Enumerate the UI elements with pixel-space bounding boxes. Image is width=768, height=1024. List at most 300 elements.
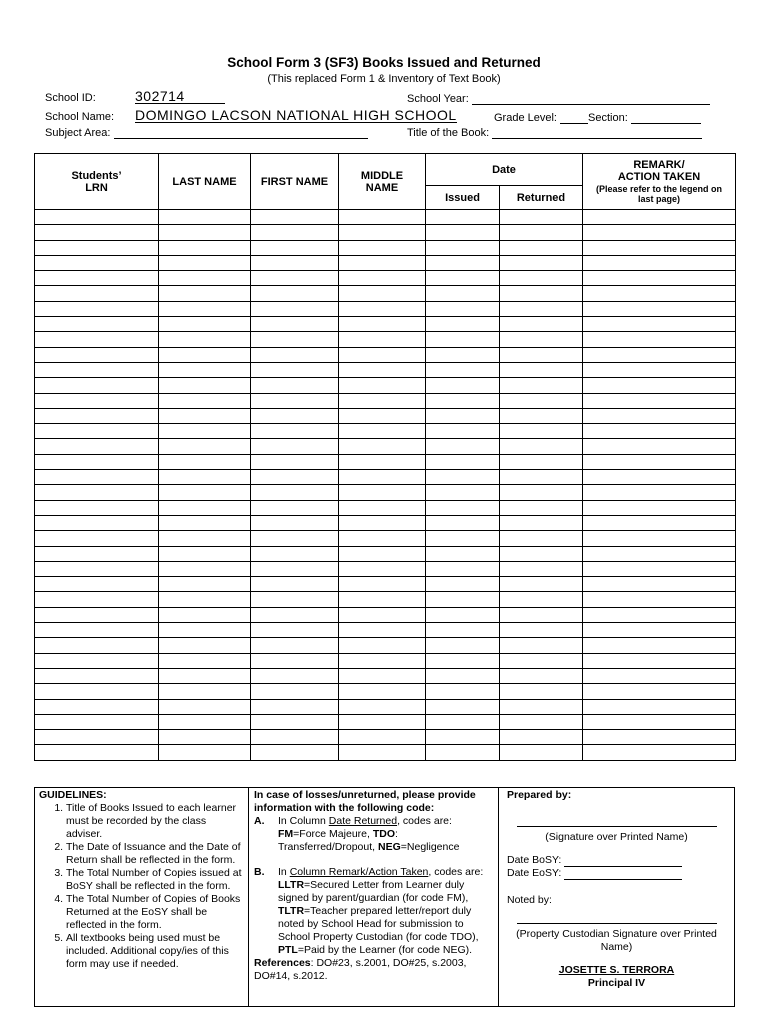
table-cell[interactable] [339,454,426,469]
table-cell[interactable] [35,470,159,485]
table-cell[interactable] [500,408,583,423]
table-cell[interactable] [339,500,426,515]
table-cell[interactable] [500,699,583,714]
table-cell[interactable] [426,424,500,439]
table-cell[interactable] [426,485,500,500]
table-cell[interactable] [35,454,159,469]
table-cell[interactable] [251,531,339,546]
table-cell[interactable] [159,271,251,286]
table-cell[interactable] [251,623,339,638]
table-cell[interactable] [583,271,736,286]
table-row [35,439,736,454]
table-cell[interactable] [159,347,251,362]
issued-header: Issued [426,186,500,210]
table-cell[interactable] [159,638,251,653]
table-cell[interactable] [35,286,159,301]
table-cell[interactable] [35,515,159,530]
table-cell[interactable] [159,531,251,546]
table-row [35,577,736,592]
table-cell[interactable] [500,301,583,316]
table-row [35,623,736,638]
table-cell[interactable] [583,684,736,699]
references-text: : DO#23, s.2001, DO#25, s.2003, DO#14, s.2012. [254,957,467,982]
table-cell[interactable] [426,561,500,576]
guidelines-column [35,788,249,1006]
table-cell[interactable] [583,378,736,393]
table-cell[interactable] [583,668,736,683]
table-cell[interactable] [251,255,339,270]
table-cell[interactable] [35,378,159,393]
table-cell[interactable] [583,592,736,607]
table-cell[interactable] [159,653,251,668]
table-cell[interactable] [500,255,583,270]
table-cell[interactable] [583,439,736,454]
table-cell[interactable] [35,439,159,454]
table-cell[interactable] [339,271,426,286]
table-cell[interactable] [500,240,583,255]
table-cell[interactable] [583,623,736,638]
table-cell[interactable] [583,515,736,530]
table-cell[interactable] [339,546,426,561]
table-cell[interactable] [583,210,736,225]
table-cell[interactable] [339,730,426,745]
table-cell[interactable] [500,317,583,332]
guideline-item: 4. The Total Number of Copies of Books Returned at the EoSY shall be reflected in the form. [66,893,244,932]
table-row [35,515,736,530]
code-tltr: TLTR [278,905,305,917]
table-cell[interactable] [583,485,736,500]
table-cell[interactable] [583,317,736,332]
table-cell[interactable] [35,653,159,668]
remark-note: (Please refer to the legend on last page) [595,183,723,204]
grade-level-field [494,111,701,124]
table-cell[interactable] [159,210,251,225]
table-cell[interactable] [251,301,339,316]
table-cell[interactable] [500,684,583,699]
table-cell[interactable] [339,592,426,607]
table-cell[interactable] [159,699,251,714]
table-cell[interactable] [251,485,339,500]
table-cell[interactable] [251,424,339,439]
table-cell[interactable] [426,668,500,683]
table-cell[interactable] [251,454,339,469]
table-cell[interactable] [583,546,736,561]
table-cell[interactable] [426,699,500,714]
section-line[interactable] [631,111,701,124]
book-title-label: Title of the Book: [407,127,490,139]
table-cell[interactable] [500,714,583,729]
table-cell[interactable] [500,531,583,546]
table-cell[interactable] [583,699,736,714]
table-cell[interactable] [159,362,251,377]
table-cell[interactable] [251,592,339,607]
table-cell[interactable] [339,577,426,592]
table-cell[interactable] [426,317,500,332]
code-tdo: TDO [372,828,396,840]
table-cell[interactable] [500,347,583,362]
table-cell[interactable] [159,301,251,316]
table-cell[interactable] [426,730,500,745]
table-cell[interactable] [339,255,426,270]
table-cell[interactable] [426,362,500,377]
table-cell[interactable] [159,470,251,485]
table-cell[interactable] [159,714,251,729]
table-cell[interactable] [583,240,736,255]
table-cell[interactable] [500,745,583,760]
table-cell[interactable] [35,577,159,592]
table-cell[interactable] [500,607,583,622]
table-cell[interactable] [35,714,159,729]
table-cell[interactable] [500,638,583,653]
table-cell[interactable] [251,638,339,653]
table-cell[interactable] [339,668,426,683]
table-cell[interactable] [426,439,500,454]
table-cell[interactable] [500,546,583,561]
school-id-value[interactable]: 302714 [135,88,225,104]
table-cell[interactable] [339,607,426,622]
table-cell[interactable] [339,638,426,653]
table-cell[interactable] [583,408,736,423]
table-cell[interactable] [426,531,500,546]
table-cell[interactable] [426,240,500,255]
guideline-item: 2. The Date of Issuance and the Date of Return shall be reflected in the form. [66,841,244,867]
table-cell[interactable] [583,714,736,729]
table-cell[interactable] [339,714,426,729]
table-cell[interactable] [159,485,251,500]
table-cell[interactable] [159,607,251,622]
table-cell[interactable] [35,684,159,699]
table-cell[interactable] [35,347,159,362]
codes-b-post: , codes are: [428,866,484,878]
table-cell[interactable] [35,255,159,270]
table-cell[interactable] [159,546,251,561]
table-cell[interactable] [583,332,736,347]
table-row [35,454,736,469]
table-cell[interactable] [339,408,426,423]
table-cell[interactable] [339,699,426,714]
table-cell[interactable] [35,317,159,332]
table-cell[interactable] [35,730,159,745]
table-cell[interactable] [426,378,500,393]
table-cell[interactable] [339,745,426,760]
table-cell[interactable] [159,424,251,439]
custodian-name: JOSETTE S. TERRORA [558,964,675,976]
table-cell[interactable] [251,439,339,454]
table-cell[interactable] [500,378,583,393]
table-cell[interactable] [35,500,159,515]
table-cell[interactable] [35,271,159,286]
table-cell[interactable] [426,393,500,408]
table-cell[interactable] [500,424,583,439]
table-cell[interactable] [583,347,736,362]
code-lltr-text: =Secured Letter from Learner duly signed by parent/guardian (for code FM), [278,879,469,904]
table-cell[interactable] [251,684,339,699]
table-cell[interactable] [339,393,426,408]
table-cell[interactable] [159,332,251,347]
table-cell[interactable] [251,286,339,301]
table-cell[interactable] [583,225,736,240]
table-cell[interactable] [426,638,500,653]
table-cell[interactable] [35,607,159,622]
table-cell[interactable] [159,378,251,393]
table-cell[interactable] [251,225,339,240]
table-cell[interactable] [583,470,736,485]
table-cell[interactable] [426,255,500,270]
table-cell[interactable] [583,286,736,301]
table-cell[interactable] [500,439,583,454]
school-name-value[interactable]: DOMINGO LACSON NATIONAL HIGH SCHOOL [135,107,457,123]
table-cell[interactable] [426,500,500,515]
table-cell[interactable] [500,730,583,745]
table-cell[interactable] [426,577,500,592]
table-cell[interactable] [426,347,500,362]
table-cell[interactable] [339,210,426,225]
table-cell[interactable] [339,286,426,301]
table-cell[interactable] [159,240,251,255]
middle-name-header [339,154,426,210]
codes-column [249,788,499,1006]
table-cell[interactable] [35,546,159,561]
table-cell[interactable] [159,745,251,760]
table-cell[interactable] [583,638,736,653]
table-cell[interactable] [339,515,426,530]
table-cell[interactable] [251,362,339,377]
table-cell[interactable] [583,393,736,408]
table-cell[interactable] [339,424,426,439]
table-cell[interactable] [35,362,159,377]
table-cell[interactable] [426,684,500,699]
table-cell[interactable] [500,485,583,500]
table-row [35,240,736,255]
table-row [35,286,736,301]
codes-a-pre: In Column [278,815,326,827]
table-cell[interactable] [583,500,736,515]
table-cell[interactable] [583,607,736,622]
table-cell[interactable] [339,653,426,668]
table-cell[interactable] [500,577,583,592]
table-cell[interactable] [251,577,339,592]
table-cell[interactable] [159,408,251,423]
table-cell[interactable] [339,225,426,240]
table-cell[interactable] [251,271,339,286]
table-cell[interactable] [583,454,736,469]
table-cell[interactable] [339,485,426,500]
table-cell[interactable] [500,286,583,301]
table-cell[interactable] [583,730,736,745]
table-cell[interactable] [159,561,251,576]
table-cell[interactable] [583,745,736,760]
prepared-signature-line[interactable] [517,816,717,827]
table-cell[interactable] [159,623,251,638]
table-cell[interactable] [339,531,426,546]
table-cell[interactable] [426,271,500,286]
table-cell[interactable] [35,592,159,607]
references [254,957,493,983]
table-cell[interactable] [251,546,339,561]
table-cell[interactable] [159,577,251,592]
table-cell[interactable] [35,668,159,683]
table-cell[interactable] [339,362,426,377]
table-cell[interactable] [339,561,426,576]
table-cell[interactable] [159,454,251,469]
table-cell[interactable] [426,286,500,301]
table-cell[interactable] [426,301,500,316]
table-cell[interactable] [500,653,583,668]
table-cell[interactable] [583,255,736,270]
table-cell[interactable] [500,470,583,485]
table-cell[interactable] [339,240,426,255]
table-cell[interactable] [500,362,583,377]
table-cell[interactable] [583,424,736,439]
table-row [35,561,736,576]
table-cell[interactable] [339,684,426,699]
table-cell[interactable] [500,500,583,515]
table-cell[interactable] [339,470,426,485]
table-cell[interactable] [500,623,583,638]
table-cell[interactable] [251,699,339,714]
table-cell[interactable] [251,332,339,347]
date-bosy-line[interactable] [564,856,682,867]
table-cell[interactable] [251,714,339,729]
table-cell[interactable] [251,515,339,530]
codes-b-column: Column Remark/Action Taken [289,866,429,878]
table-cell[interactable] [500,210,583,225]
table-cell[interactable] [251,470,339,485]
table-cell[interactable] [159,439,251,454]
table-cell[interactable] [35,393,159,408]
code-fm: FM [278,828,294,840]
table-cell[interactable] [339,378,426,393]
subject-area-line[interactable] [114,126,368,139]
table-cell[interactable] [35,301,159,316]
table-cell[interactable] [339,317,426,332]
lrn-header-line1: Students’ [71,169,122,182]
table-cell[interactable] [426,592,500,607]
school-id-label: School ID: [45,92,96,104]
table-row [35,271,736,286]
table-cell[interactable] [500,393,583,408]
middle-name-line2: NAME [365,181,399,194]
table-cell[interactable] [339,623,426,638]
table-cell[interactable] [426,225,500,240]
custodian-signature-line[interactable] [517,913,717,924]
school-year-line[interactable] [472,92,710,105]
table-body [35,210,736,761]
table-cell[interactable] [583,653,736,668]
table-cell[interactable] [35,623,159,638]
date-eosy-line[interactable] [564,869,682,880]
table-cell[interactable] [251,378,339,393]
table-cell[interactable] [500,454,583,469]
table-cell[interactable] [251,500,339,515]
grade-level-line[interactable] [560,111,588,124]
table-cell[interactable] [583,577,736,592]
remark-header-line1: REMARK/ [633,158,685,171]
table-cell[interactable] [500,225,583,240]
table-cell[interactable] [35,408,159,423]
table-cell[interactable] [426,515,500,530]
table-cell[interactable] [251,317,339,332]
table-cell[interactable] [251,745,339,760]
references-label: References [254,957,311,969]
table-cell[interactable] [251,607,339,622]
table-cell[interactable] [35,240,159,255]
table-cell[interactable] [159,668,251,683]
table-cell[interactable] [500,515,583,530]
codes-a-column: Date Returned [328,815,398,827]
table-cell[interactable] [159,515,251,530]
table-cell[interactable] [339,332,426,347]
table-cell[interactable] [500,668,583,683]
table-cell[interactable] [35,225,159,240]
table-cell[interactable] [426,623,500,638]
table-cell[interactable] [500,561,583,576]
table-cell[interactable] [35,332,159,347]
table-cell[interactable] [426,653,500,668]
table-cell[interactable] [339,301,426,316]
table-cell[interactable] [339,347,426,362]
table-cell[interactable] [251,668,339,683]
table-cell[interactable] [159,500,251,515]
table-cell[interactable] [35,485,159,500]
table-cell[interactable] [159,286,251,301]
table-cell[interactable] [35,531,159,546]
table-cell[interactable] [159,730,251,745]
table-cell[interactable] [583,362,736,377]
table-cell[interactable] [251,408,339,423]
table-cell[interactable] [426,607,500,622]
table-cell[interactable] [159,393,251,408]
table-cell[interactable] [500,271,583,286]
table-cell[interactable] [35,561,159,576]
table-cell[interactable] [251,393,339,408]
table-cell[interactable] [159,317,251,332]
table-cell[interactable] [583,561,736,576]
table-cell[interactable] [159,592,251,607]
table-cell[interactable] [583,301,736,316]
table-cell[interactable] [426,332,500,347]
table-cell[interactable] [251,347,339,362]
table-cell[interactable] [35,210,159,225]
table-cell[interactable] [426,714,500,729]
table-cell[interactable] [426,470,500,485]
table-cell[interactable] [35,745,159,760]
table-cell[interactable] [500,332,583,347]
table-cell[interactable] [426,546,500,561]
table-cell[interactable] [251,561,339,576]
table-cell[interactable] [35,699,159,714]
book-title-line[interactable] [492,126,702,139]
table-cell[interactable] [426,454,500,469]
table-cell[interactable] [426,210,500,225]
table-cell[interactable] [426,745,500,760]
table-cell[interactable] [159,684,251,699]
table-cell[interactable] [339,439,426,454]
table-row [35,638,736,653]
table-cell[interactable] [251,210,339,225]
table-cell[interactable] [583,531,736,546]
table-cell[interactable] [251,653,339,668]
table-cell[interactable] [159,225,251,240]
table-cell[interactable] [426,408,500,423]
table-cell[interactable] [500,592,583,607]
table-cell[interactable] [35,424,159,439]
table-cell[interactable] [35,638,159,653]
table-cell[interactable] [159,255,251,270]
table-cell[interactable] [251,730,339,745]
lrn-header-line2: LRN [85,181,108,194]
table-cell[interactable] [251,240,339,255]
